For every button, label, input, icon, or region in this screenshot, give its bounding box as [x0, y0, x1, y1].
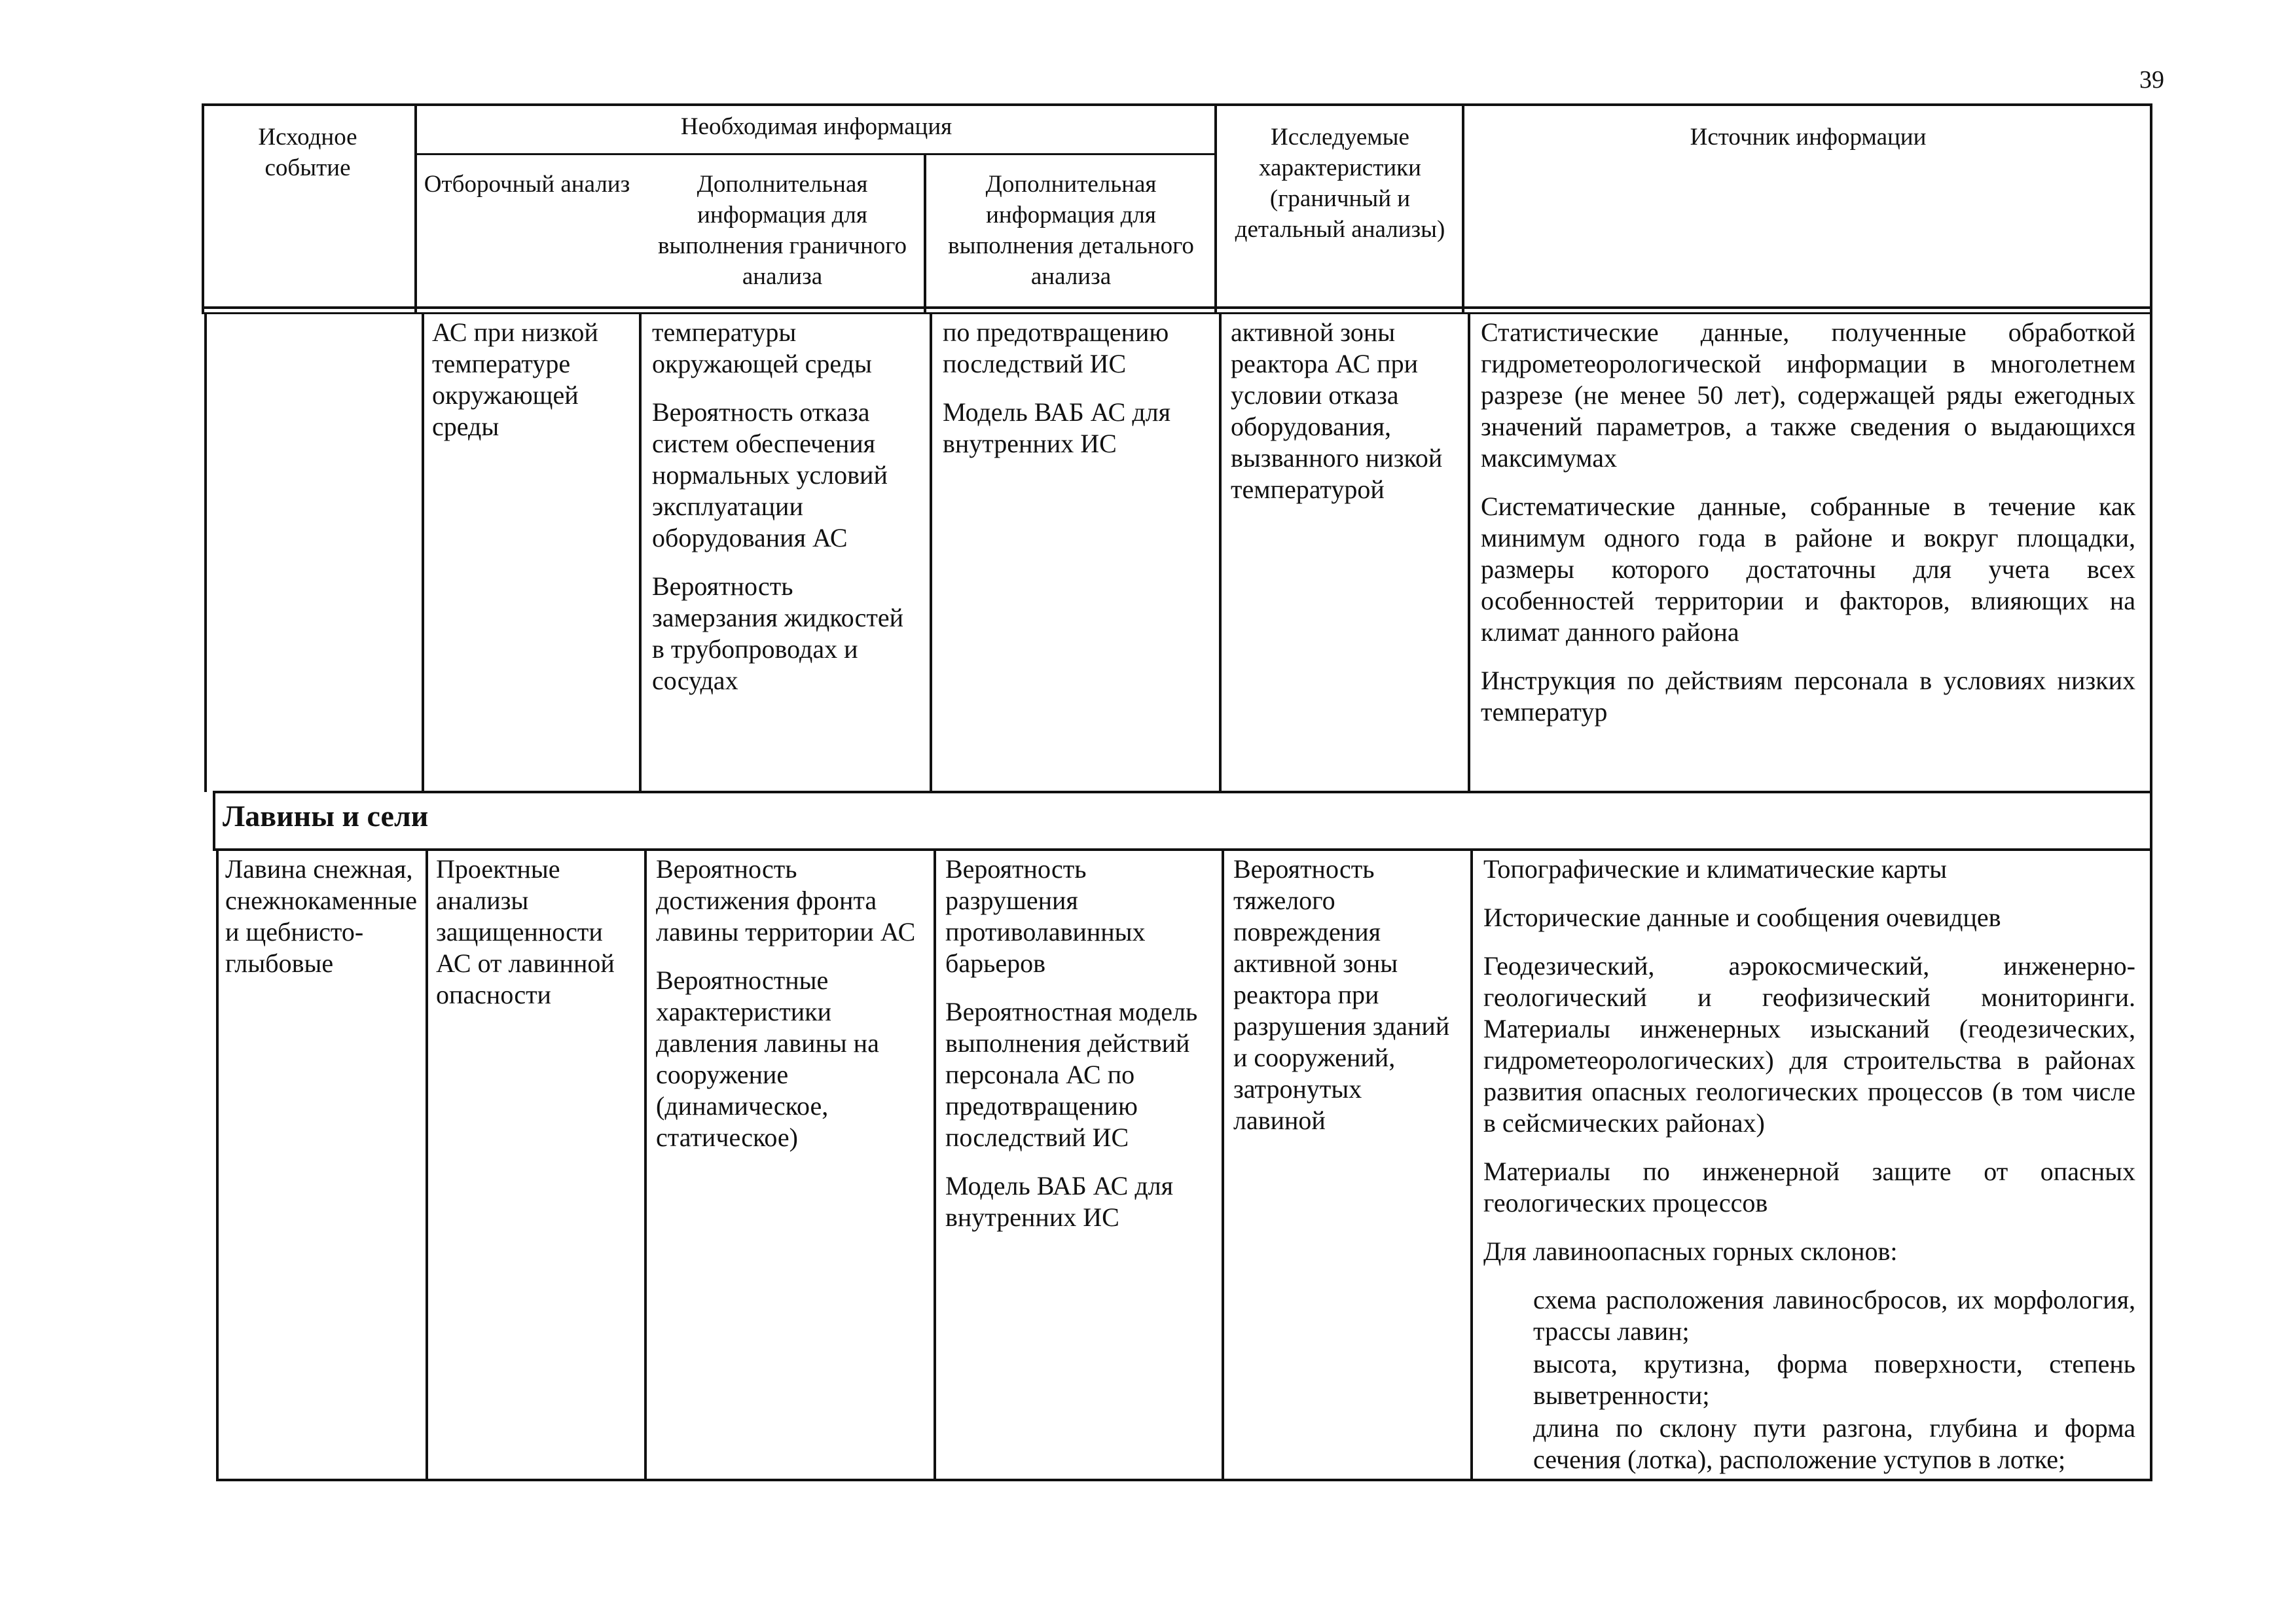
row2-col-divider-4 — [1222, 848, 1224, 1481]
row1-col-divider-5 — [1468, 314, 1470, 792]
row1-col-divider-3 — [930, 314, 932, 792]
row1-sources — [1481, 317, 2135, 728]
row1-source-item: Инструкция по действиям персонала в условиях низких температур — [1481, 666, 2135, 727]
row2-col-divider-1 — [426, 848, 428, 1481]
header-left-border — [202, 103, 204, 314]
row2-source-item: Геодезический, аэрокосмический, инженерно-геологический и геофизический мониторинги. Материалы инженерных изысканий (геодезических, гидрометеорологических) для строительства в районах развития опасных геологических процессов (в том числе в сейсмических районах) — [1483, 951, 2135, 1138]
row1-left-border — [204, 314, 207, 792]
header-detailed-text: Дополнительная информация для выполнения детального анализа — [948, 171, 1194, 290]
row2-detailed-item: Вероятностная модель выполнения действий персонала АС по предотвращению последствий ИС — [945, 997, 1198, 1152]
row1-screening: АС при низкой температуре окружающей среды — [432, 317, 598, 441]
row2-initial-event: Лавина снежная, снежнокаменные и щебнисто-глыбовые — [225, 854, 418, 978]
section-top-border — [213, 791, 2152, 793]
row2-boundary-item: Вероятностные характеристики давления лавины на сооружение (динамическое, статическое) — [656, 965, 879, 1152]
header-characteristics — [1222, 122, 1459, 245]
row1-detailed — [943, 317, 1214, 460]
row2-detailed-item: Вероятность разрушения противолавинных барьеров — [945, 854, 1146, 978]
section-title-avalanche: Лавины и сели — [223, 799, 429, 833]
row1-boundary-item: Вероятность отказа систем обеспечения нормальных условий эксплуатации оборудования АС — [652, 397, 888, 552]
section-left-border — [213, 791, 215, 851]
row2-sources — [1483, 854, 2135, 1475]
header-right-border — [2150, 103, 2152, 314]
row1-col-divider-4 — [1219, 314, 1222, 792]
header-required-info: Необходимая информация — [680, 113, 952, 140]
header-col-divider-3 — [1214, 103, 1217, 314]
row2-source-item: Топографические и климатические карты — [1483, 854, 1948, 884]
row1-col-divider-2 — [639, 314, 642, 792]
row2-source-item: Материалы по инженерной защите от опасных геологических процессов — [1483, 1157, 2135, 1218]
row2-source-item: Для лавиноопасных горных склонов: — [1483, 1236, 1898, 1266]
header-subdivider — [414, 153, 1216, 155]
row2-characteristics: Вероятность тяжелого повреждения активной зоны реактора при разрушения зданий и сооружений, затронутых лавиной — [1233, 854, 1450, 1135]
header-screening-text: Отборочный анализ — [424, 171, 630, 198]
header-characteristics-text: Исследуемые характеристики (граничный и детальный анализы) — [1235, 124, 1445, 243]
row1-source-item: Систематические данные, собранные в течение как минимум одного года в районе и вокруг площадки, размеры которого достаточны для учета всех особенностей территории и факторов, влияющих на климат данного района — [1481, 492, 2135, 647]
header-bottom-border — [202, 306, 2152, 309]
header-bottom-border-double — [202, 312, 2152, 314]
row2-col-divider-2 — [644, 848, 647, 1481]
row1-boundary-item: Вероятность замерзания жидкостей в трубопроводах и сосудах — [652, 571, 904, 695]
row2-col-divider-3 — [934, 848, 936, 1481]
header-boundary-cell — [642, 169, 923, 292]
table-top-border — [202, 103, 2152, 106]
header-screening-cell — [419, 169, 635, 200]
row1-detailed-item: Модель ВАБ АС для внутренних ИС — [943, 397, 1171, 458]
section-bottom-border — [213, 848, 2152, 851]
row2-source-subitem: схема расположения лавиносбросов, их морфология, трассы лавин; — [1533, 1285, 2135, 1346]
page-number: 39 — [2139, 66, 2164, 94]
row1-detailed-item: по предотвращению последствий ИС — [943, 317, 1169, 378]
header-boundary-text: Дополнительная информация для выполнения граничного анализа — [657, 171, 907, 290]
row2-source-sublist — [1483, 1284, 2135, 1475]
row1-col-divider-1 — [422, 314, 424, 792]
row2-screening: Проектные анализы защищенности АС от лавинной опасности — [436, 854, 615, 1009]
row2-boundary-item: Вероятность достижения фронта лавины территории АС — [656, 854, 916, 947]
table-bottom-border — [216, 1479, 2152, 1481]
row1-right-border — [2150, 314, 2152, 792]
header-source: Источник информации — [1690, 124, 1927, 151]
row1-characteristics: активной зоны реактора АС при условии отказа оборудования, вызванного низкой температурой — [1231, 317, 1443, 504]
row2-detailed-item: Модель ВАБ АС для внутренних ИС — [945, 1171, 1174, 1232]
header-col-divider-4 — [1462, 103, 1464, 314]
row2-source-subitem: длина по склону пути разгона, глубина и форма сечения (лотка), расположение уступов в лотке; — [1533, 1413, 2135, 1474]
row1-source-item: Статистические данные, полученные обработкой гидрометеорологической информации в многолетнем разрезе (не менее 50 лет), содержащей ряды ежегодных значений параметров, а также сведения о выдающихся максимумах — [1481, 317, 2135, 473]
header-col-divider-1 — [414, 103, 417, 314]
row2-left-border — [216, 848, 219, 1481]
header-col-divider-2 — [924, 153, 926, 314]
row2-col-divider-5 — [1470, 848, 1473, 1481]
header-detailed-cell — [928, 169, 1214, 292]
row2-source-item: Исторические данные и сообщения очевидцев — [1483, 903, 2001, 932]
header-initial-event: Исходное событие — [258, 124, 357, 181]
row2-right-border — [2150, 848, 2152, 1481]
row2-boundary — [656, 854, 924, 1153]
row2-source-subitem: высота, крутизна, форма поверхности, степень выветренности; — [1533, 1349, 2135, 1410]
row2-detailed — [945, 854, 1215, 1233]
section-right-border — [2150, 791, 2152, 851]
row1-boundary — [652, 317, 922, 696]
row1-boundary-item: температуры окружающей среды — [652, 317, 872, 378]
